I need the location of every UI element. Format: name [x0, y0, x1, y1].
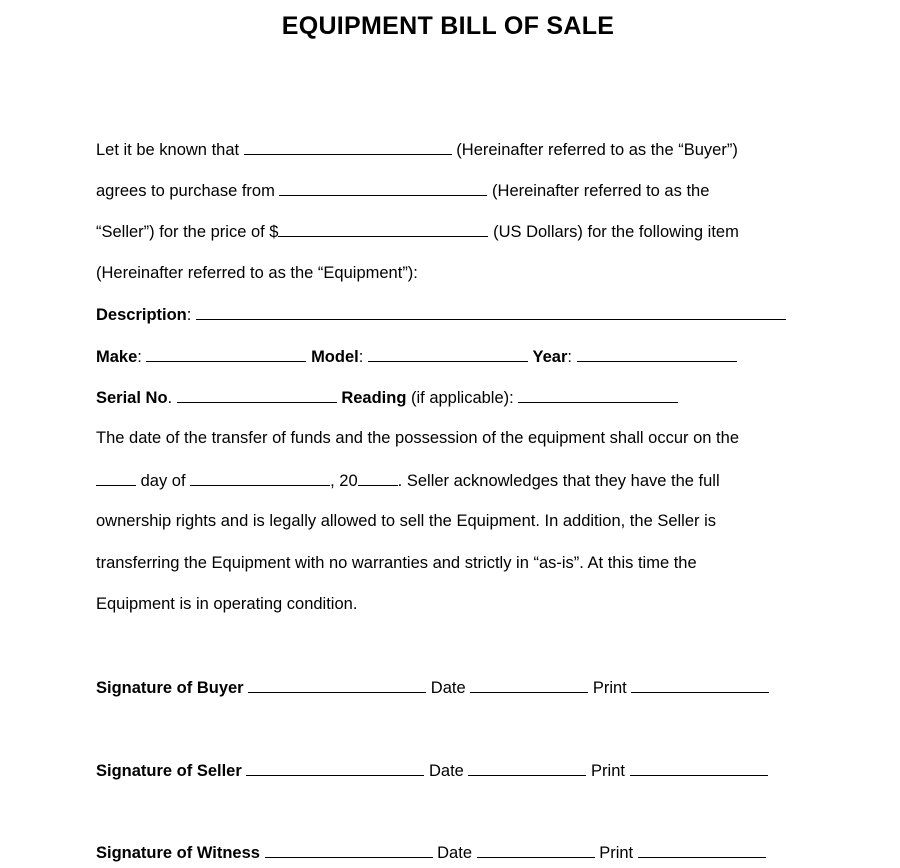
make-model-year-line	[96, 346, 737, 367]
seller-ref-text: (Hereinafter referred to as the	[492, 182, 710, 200]
reading-blank[interactable]	[518, 387, 678, 403]
buyer-line	[96, 139, 738, 160]
year-label: Year	[532, 348, 568, 366]
day-month-year-line	[96, 470, 720, 491]
equipment-ref-line	[96, 263, 418, 283]
seller-intro-text: agrees to purchase from	[96, 182, 275, 200]
model-colon: :	[358, 348, 364, 366]
buyer-name-blank[interactable]	[244, 139, 452, 155]
model-label: Model	[311, 348, 359, 366]
transfer-date-line	[96, 428, 739, 448]
buyer-date-label: Date	[430, 679, 466, 697]
make-blank[interactable]	[146, 346, 306, 362]
reading-note: (if applicable):	[411, 389, 514, 407]
witness-signature-line	[96, 842, 766, 863]
witness-signature-blank[interactable]	[265, 842, 433, 858]
acknowledge-text: . Seller acknowledges that they have the full	[397, 472, 720, 490]
year-suffix-blank[interactable]	[358, 470, 398, 486]
model-blank[interactable]	[368, 346, 528, 362]
serial-reading-line	[96, 387, 678, 408]
witness-print-blank[interactable]	[638, 842, 766, 858]
seller-date-blank[interactable]	[468, 760, 586, 776]
month-blank[interactable]	[190, 470, 330, 486]
ownership-text: ownership rights and is legally allowed to sell the Equipment. In addition, the Seller is	[96, 512, 717, 530]
buyer-signature-blank[interactable]	[248, 677, 426, 693]
buyer-print-label: Print	[592, 679, 627, 697]
seller-signature-line	[96, 760, 768, 781]
seller-signature-blank[interactable]	[246, 760, 424, 776]
buyer-signature-line	[96, 677, 769, 698]
year-prefix-text: , 20	[330, 472, 358, 490]
transfer-text: The date of the transfer of funds and the possession of the equipment shall occur on the	[96, 429, 739, 447]
witness-print-label: Print	[599, 844, 634, 862]
witness-signature-label: Signature of Witness	[96, 844, 260, 862]
buyer-intro-text: Let it be known that	[96, 141, 240, 159]
year-colon: :	[567, 348, 572, 366]
description-colon: :	[186, 306, 192, 324]
price-currency-text: (US Dollars) for the following item	[493, 223, 739, 241]
condition-text: Equipment is in operating condition.	[96, 595, 358, 613]
price-line	[96, 221, 739, 242]
day-blank[interactable]	[96, 470, 136, 486]
description-label: Description	[96, 306, 187, 324]
buyer-print-blank[interactable]	[631, 677, 769, 693]
equipment-ref-text: (Hereinafter referred to as the “Equipment”):	[96, 264, 418, 282]
seller-print-blank[interactable]	[630, 760, 768, 776]
seller-name-blank[interactable]	[279, 180, 487, 196]
price-intro-text: “Seller”) for the price of $	[96, 223, 279, 241]
description-line	[96, 304, 786, 325]
seller-print-label: Print	[591, 762, 625, 780]
witness-date-label: Date	[437, 844, 472, 862]
day-of-text: day of	[140, 472, 186, 490]
make-colon: :	[137, 348, 142, 366]
warranty-text: transferring the Equipment with no warranties and strictly in “as-is”. At this time the	[96, 554, 697, 572]
condition-line	[96, 594, 357, 614]
ownership-line	[96, 511, 716, 531]
serial-period: .	[167, 389, 173, 407]
make-label: Make	[96, 348, 138, 366]
serial-label: Serial No	[96, 389, 168, 407]
witness-date-blank[interactable]	[477, 842, 595, 858]
description-blank[interactable]	[196, 304, 786, 320]
reading-label: Reading	[341, 389, 407, 407]
document-title: EQUIPMENT BILL OF SALE	[281, 12, 615, 40]
buyer-ref-text: (Hereinafter referred to as the “Buyer”)	[456, 141, 738, 159]
price-blank[interactable]	[278, 221, 488, 237]
warranty-line	[96, 553, 697, 573]
seller-date-label: Date	[428, 762, 464, 780]
year-blank[interactable]	[577, 346, 737, 362]
buyer-date-blank[interactable]	[470, 677, 588, 693]
buyer-signature-label: Signature of Buyer	[96, 679, 244, 697]
seller-signature-label: Signature of Seller	[96, 762, 242, 780]
seller-line	[96, 180, 709, 201]
serial-blank[interactable]	[177, 387, 337, 403]
